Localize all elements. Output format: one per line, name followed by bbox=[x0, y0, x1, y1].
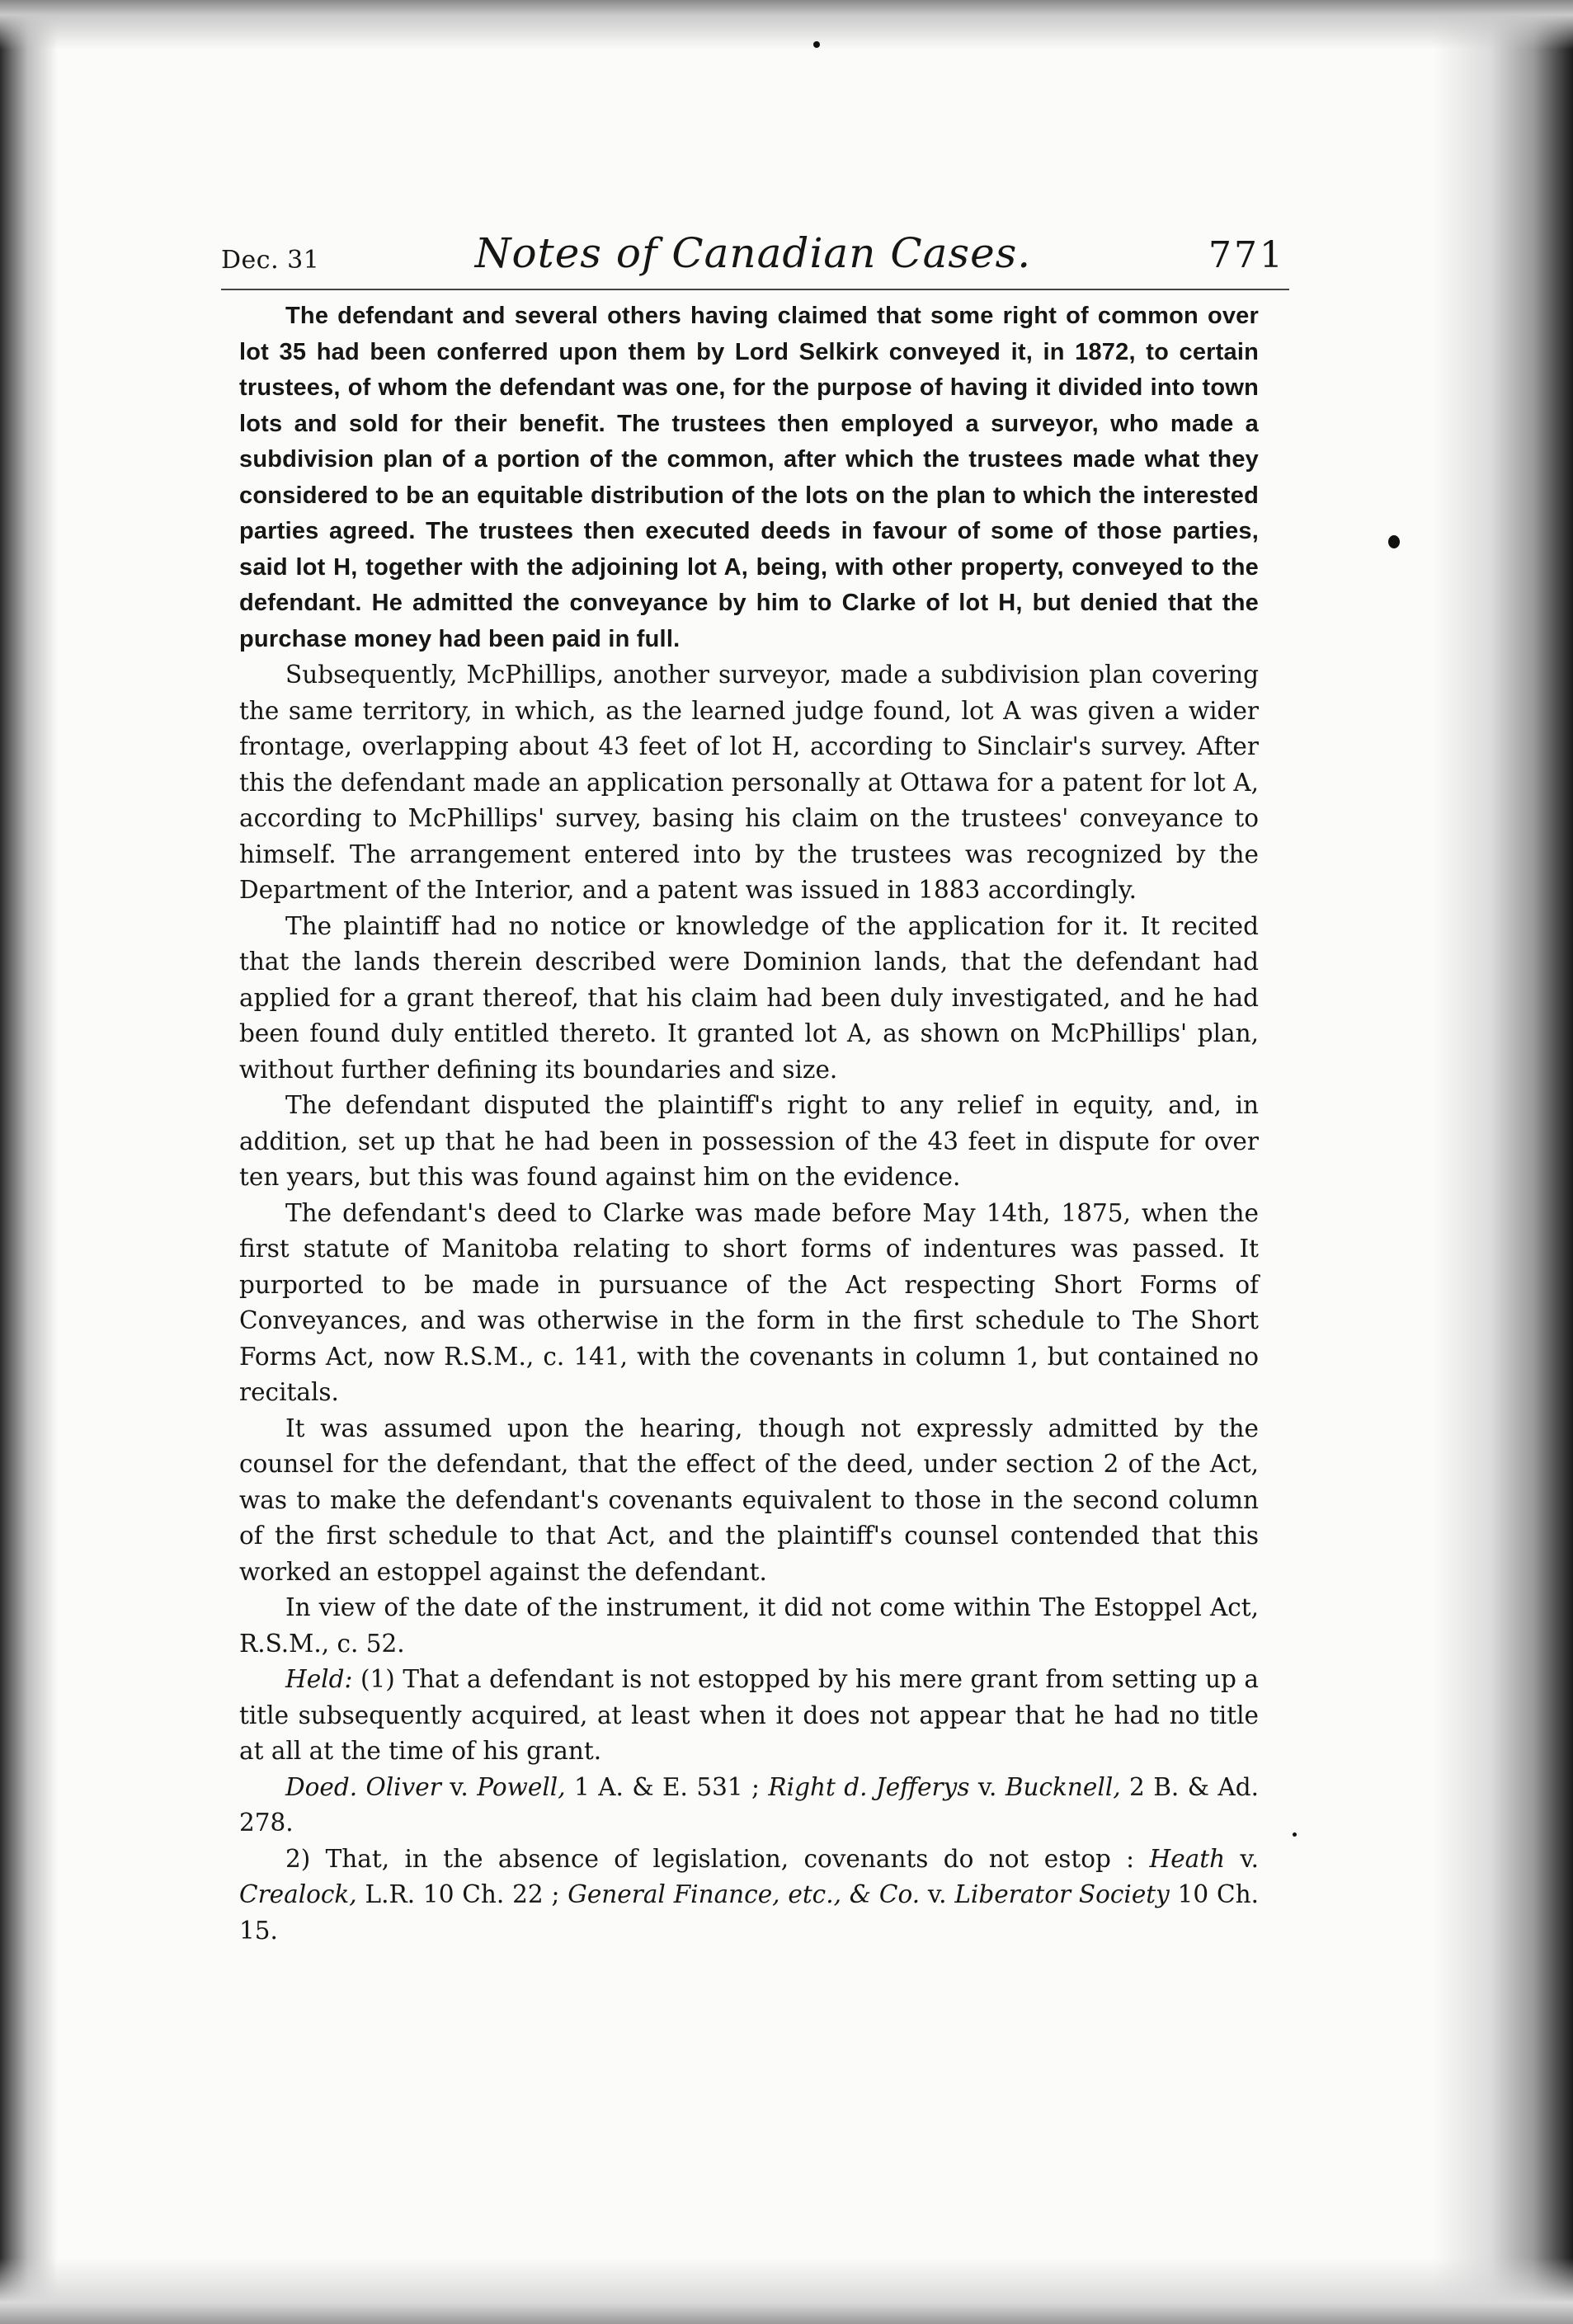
paragraph-deed: The defendant's deed to Clarke was made before May 14th, 1875, when the first statute of Manitoba relating to short forms of indentures was passed. It purported to be made in pursuance of the Act respecting Short Forms of Conveyances, and was otherwise in the form in the first schedule to The Short Forms Act, now R.S.M., c. 141, with the covenants in column 1, but contained no recitals. bbox=[239, 1198, 1259, 1406]
citation-case: Crealock, bbox=[239, 1880, 357, 1908]
running-date: Dec. 31 bbox=[221, 246, 320, 275]
paragraph-survey: Subsequently, McPhillips, another surveyor, made a subdivision plan covering the same territory, in which, as the learned judge found, lot A was given a wider frontage, overlapping about 43 feet of lot H, according to Sinclair's survey. After this the defendant made an application personally at Ottawa for a patent for lot A, according to McPhillips' survey, basing his claim on the trustees' conveyance to himself. The arrangement entered into by the trustees was recognized by the Department of the Interior, and a patent was issued in 1883 accordingly. bbox=[239, 661, 1259, 904]
scan-edge-left bbox=[0, 0, 58, 2324]
citation-case: Bucknell, bbox=[1005, 1772, 1121, 1801]
citation-case: Right d. Jefferys bbox=[768, 1772, 970, 1801]
citation-case: General Finance, etc., & Co. bbox=[568, 1880, 921, 1908]
held-label: Held: bbox=[285, 1665, 353, 1693]
citation-reference: 1 A. & E. 531 ; bbox=[565, 1772, 769, 1801]
ink-speck bbox=[1388, 535, 1400, 548]
paragraph-estoppel-act: In view of the date of the instrument, it did not come within The Estoppel Act, R.S.M., c. 52. bbox=[239, 1593, 1259, 1658]
page-number: 771 bbox=[1208, 234, 1285, 276]
citation-versus: v. bbox=[440, 1772, 478, 1801]
scan-edge-right bbox=[1433, 0, 1573, 2324]
case-note-body bbox=[239, 299, 1259, 1949]
paragraph-holding-2 bbox=[239, 1842, 1259, 1950]
running-header bbox=[221, 229, 1285, 289]
scan-edge-bottom bbox=[0, 2258, 1573, 2324]
scan-edge-top bbox=[0, 0, 1573, 49]
holding-text: 2) That, in the absence of legislation, covenants do not estop : bbox=[285, 1844, 1150, 1873]
citation-case: Liberator Society bbox=[954, 1880, 1170, 1908]
paragraph-notice: The plaintiff had no notice or knowledge of the application for it. It recited that the lands therein described were Dominion lands, that the defendant had applied for a grant thereof, that his claim had been duly investigated, and he had been found duly entitled thereto. It granted lot A, as shown on McPhillips' plan, without further defining its boundaries and size. bbox=[239, 911, 1259, 1084]
citation-versus: v. bbox=[1225, 1844, 1259, 1873]
citation-reference: L.R. 10 Ch. 22 ; bbox=[356, 1880, 568, 1908]
citation-reference: 2 B. & Ad. 278. bbox=[239, 1772, 1259, 1837]
paragraph-citation-1 bbox=[239, 1770, 1259, 1842]
paragraph-facts: The defendant and several others having claimed that some right of common over lot 35 had been conferred upon them by Lord Selkirk conveyed it, in 1872, to certain trustees, of whom the defendant was one, for the purpose of having it divided into town lots and sold for their benefit. The trustees then employed a surveyor, who made a subdivision plan of a portion of the common, after which the trustees made what they considered to be an equitable distribution of the lots on the plan to which the interested parties agreed. The trustees then executed deeds in favour of some of those parties, said lot H, together with the adjoining lot A, being, with other property, conveyed to the defendant. He admitted the conveyance by him to Clarke of lot H, but denied that the purchase money had been paid in full. bbox=[239, 303, 1259, 652]
paragraph-hearing: It was assumed upon the hearing, though not expressly admitted by the counsel for the defendant, that the effect of the deed, under section 2 of the Act, was to make the defendant's covenants equivalent to those in the second column of the first schedule to that Act, and the plaintiff's counsel contended that this worked an estoppel against the defendant. bbox=[239, 1414, 1259, 1586]
ink-speck bbox=[813, 41, 820, 48]
paragraph-held bbox=[239, 1662, 1259, 1770]
citation-versus: v. bbox=[920, 1880, 955, 1908]
header-rule bbox=[221, 289, 1289, 290]
held-text: (1) That a defendant is not estopped by his mere grant from setting up a title subsequently acquired, at least when it does not appear that he had no title at all at the time of his grant. bbox=[239, 1665, 1259, 1765]
citation-case: Powell, bbox=[477, 1772, 566, 1801]
paragraph-dispute: The defendant disputed the plaintiff's right to any relief in equity, and, in addition, set up that he had been in possession of the 43 feet in dispute for over ten years, but this was found against him on the evidence. bbox=[239, 1091, 1259, 1191]
ink-speck bbox=[1293, 1832, 1297, 1837]
citation-case: Doed. Oliver bbox=[285, 1772, 441, 1801]
citation-case: Heath bbox=[1149, 1844, 1226, 1873]
citation-versus: v. bbox=[969, 1772, 1005, 1801]
running-title: Notes of Canadian Cases. bbox=[474, 229, 1032, 277]
citation-reference: 10 Ch. 15. bbox=[239, 1880, 1259, 1945]
